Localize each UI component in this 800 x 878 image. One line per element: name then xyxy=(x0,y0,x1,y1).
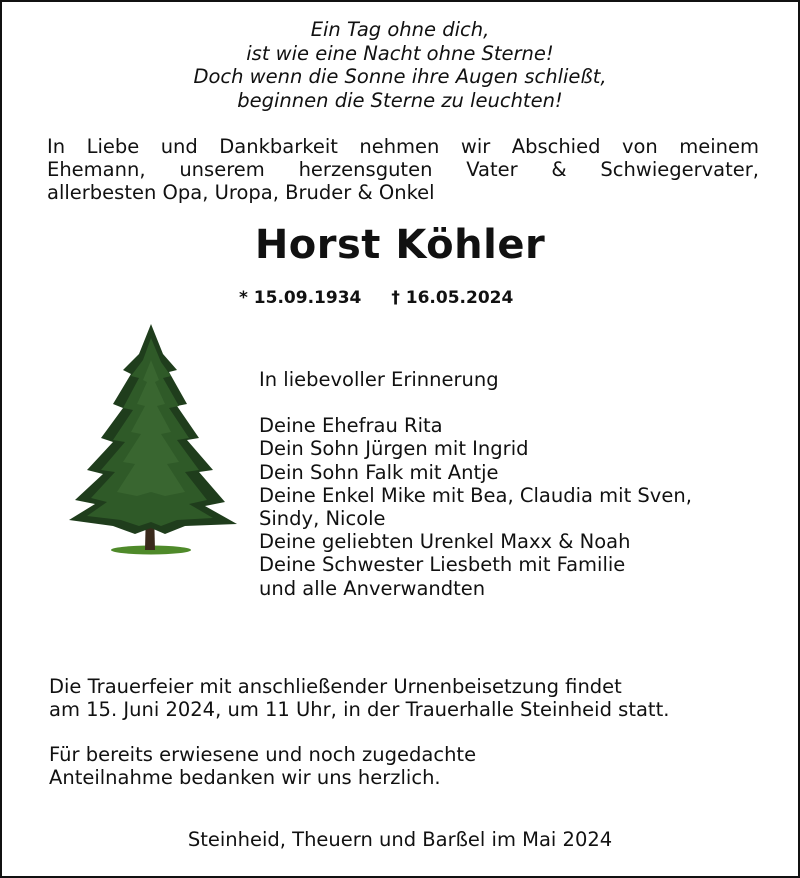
birth-date: * 15.09.1934 xyxy=(239,288,362,308)
life-dates xyxy=(239,287,513,309)
family-line: Deine Enkel Mike mit Bea, Claudia mit Sven, xyxy=(259,483,692,507)
ceremony-line: Die Trauerfeier mit anschließender Urnenbeisetzung findet xyxy=(49,675,622,698)
family-line: Sindy, Nicole xyxy=(259,507,386,531)
ceremony-line: am 15. Juni 2024, um 11 Uhr, in der Trauerhalle Steinheid statt. xyxy=(49,698,670,722)
family-line: Deine geliebten Urenkel Maxx & Noah xyxy=(259,530,631,554)
family-line: Deine Schwester Liesbeth mit Familie xyxy=(259,553,626,577)
intro-text xyxy=(47,135,759,205)
intro-line: Ehemann, unserem herzensguten Vater & Schwiegervater, xyxy=(47,158,759,182)
place-date: Steinheid, Theuern und Barßel im Mai 2024 xyxy=(187,828,613,851)
ceremony-info xyxy=(49,675,669,721)
deceased-name: Horst Köhler xyxy=(254,222,546,268)
family-heading: In liebevoller Erinnerung xyxy=(259,368,499,391)
thanks-text xyxy=(49,743,476,789)
poem-line: beginnen die Sterne zu leuchten! xyxy=(237,88,563,112)
family-line: Dein Sohn Falk mit Antje xyxy=(259,460,499,484)
family-line: und alle Anverwandten xyxy=(259,576,486,600)
spruce-tree-icon xyxy=(65,320,241,558)
family-list xyxy=(259,368,692,600)
thanks-line: Für bereits erwiesene und noch zugedachte xyxy=(49,743,477,766)
intro-line: allerbesten Opa, Uropa, Bruder & Onkel xyxy=(47,181,435,205)
poem-line: Doch wenn die Sonne ihre Augen schließt, xyxy=(193,65,607,88)
poem xyxy=(2,18,798,112)
intro-line: In Liebe und Dankbarkeit nehmen wir Abschied von meinem xyxy=(47,135,759,158)
poem-line: Ein Tag ohne dich, xyxy=(310,18,490,41)
death-date: † 16.05.2024 xyxy=(391,288,514,308)
family-line: Dein Sohn Jürgen mit Ingrid xyxy=(259,437,529,461)
family-line: Deine Ehefrau Rita xyxy=(259,414,443,438)
tree-foliage xyxy=(69,324,237,534)
thanks-line: Anteilnahme bedanken wir uns herzlich. xyxy=(49,766,441,790)
poem-line: ist wie eine Nacht ohne Sterne! xyxy=(246,41,554,65)
